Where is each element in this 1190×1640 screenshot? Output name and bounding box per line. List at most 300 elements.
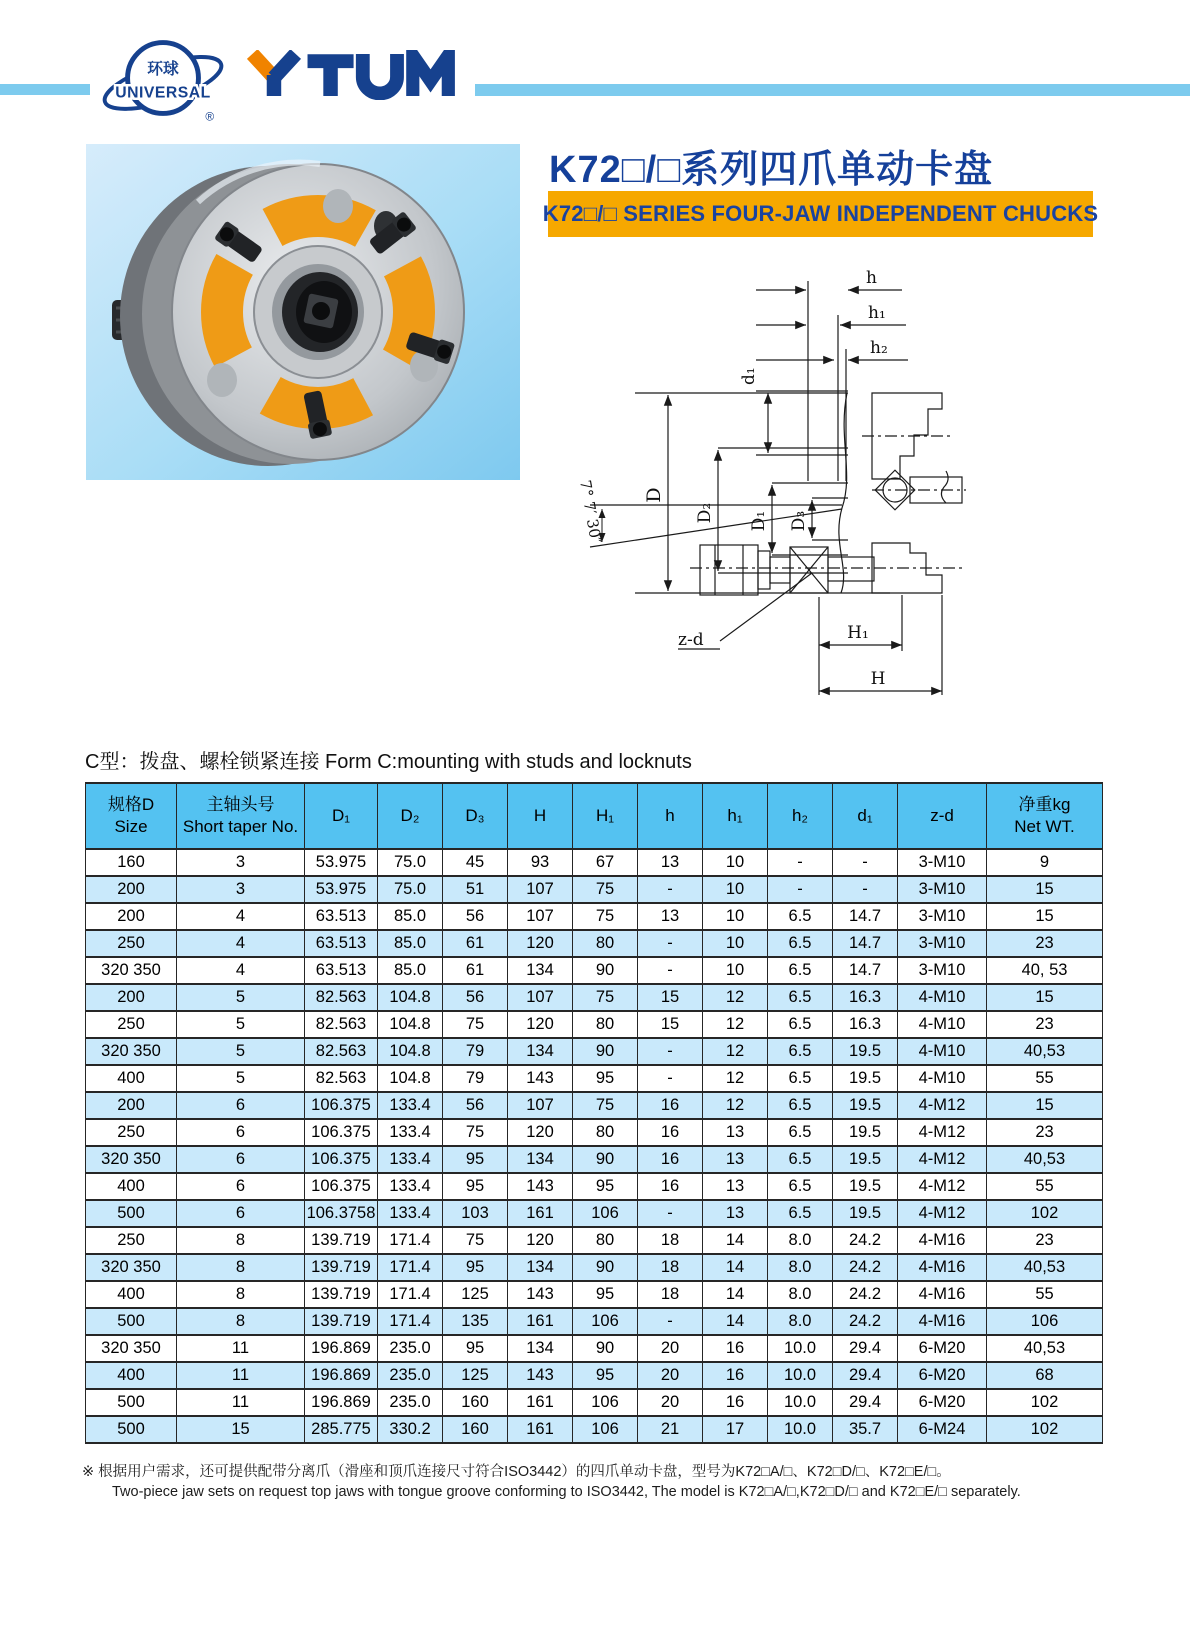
table-cell: 5 [177, 1065, 305, 1092]
table-cell: 161 [508, 1200, 573, 1227]
table-cell: 95 [443, 1254, 508, 1281]
table-cell: 4 [177, 957, 305, 984]
table-row [86, 1173, 1103, 1200]
table-row [86, 1200, 1103, 1227]
table-cell: 139.719 [305, 1308, 378, 1335]
table-cell: 250 [86, 1119, 177, 1146]
table-cell: 10.0 [768, 1389, 833, 1416]
table-cell: 15 [638, 1011, 703, 1038]
table-cell: 160 [86, 849, 177, 876]
table-row [86, 1335, 1103, 1362]
table-cell: 79 [443, 1038, 508, 1065]
table-cell: 6.5 [768, 1011, 833, 1038]
header-accent-bar-left [0, 84, 90, 95]
table-cell: 4-M12 [898, 1119, 987, 1146]
table-cell: 79 [443, 1065, 508, 1092]
table-cell: 8 [177, 1227, 305, 1254]
table-row [86, 957, 1103, 984]
brand-wordmark-ytum [233, 50, 461, 100]
column-header: H₁ [573, 783, 638, 849]
table-cell: 10 [703, 849, 768, 876]
table-cell: 75 [573, 984, 638, 1011]
table-cell: 14 [703, 1281, 768, 1308]
spec-table [85, 782, 1103, 1444]
table-cell: 16.3 [833, 1011, 898, 1038]
table-cell: 6.5 [768, 1065, 833, 1092]
table-cell: 24.2 [833, 1254, 898, 1281]
table-cell: 106 [987, 1308, 1103, 1335]
footnote-en: Two-piece jaw sets on request top jaws with tongue groove conforming to ISO3442, The model is K72□A/□,K72□D/□ and K72□E/□ separately. [112, 1484, 1021, 1500]
table-cell: 134 [508, 1254, 573, 1281]
table-cell: 125 [443, 1362, 508, 1389]
series-banner: K72□/□ SERIES FOUR-JAW INDEPENDENT CHUCKS [548, 191, 1093, 237]
table-cell: 106 [573, 1200, 638, 1227]
table-cell: 6.5 [768, 1146, 833, 1173]
table-cell: 196.869 [305, 1362, 378, 1389]
table-cell: 6 [177, 1200, 305, 1227]
table-cell: 61 [443, 930, 508, 957]
table-cell: 56 [443, 984, 508, 1011]
table-cell: 63.513 [305, 903, 378, 930]
table-cell: 400 [86, 1362, 177, 1389]
table-cell: 5 [177, 1011, 305, 1038]
table-cell: 82.563 [305, 1065, 378, 1092]
table-cell: 133.4 [378, 1092, 443, 1119]
table-cell: 400 [86, 1173, 177, 1200]
column-header: 净重kg Net WT. [987, 783, 1103, 849]
table-cell: 80 [573, 930, 638, 957]
table-cell: 235.0 [378, 1335, 443, 1362]
header-row [86, 783, 1103, 849]
table-cell: 3 [177, 849, 305, 876]
table-cell: 6.5 [768, 930, 833, 957]
dim-label-D: D [643, 487, 665, 503]
table-cell: 55 [987, 1065, 1103, 1092]
table-cell: 63.513 [305, 930, 378, 957]
table-cell: 143 [508, 1362, 573, 1389]
table-cell: 95 [443, 1146, 508, 1173]
table-cell: 6-M20 [898, 1335, 987, 1362]
table-cell: 75.0 [378, 876, 443, 903]
table-cell: 6 [177, 1146, 305, 1173]
table-cell: 160 [443, 1389, 508, 1416]
footnote [82, 1462, 1112, 1502]
dim-label-d1: d₁ [739, 367, 759, 385]
table-cell: 24.2 [833, 1308, 898, 1335]
column-header: d₁ [833, 783, 898, 849]
table-cell: 10 [703, 876, 768, 903]
table-cell: 6 [177, 1119, 305, 1146]
dim-label-h2: h₂ [870, 338, 888, 358]
table-cell: 104.8 [378, 1038, 443, 1065]
table-cell: 330.2 [378, 1416, 443, 1443]
table-row [86, 1011, 1103, 1038]
table-cell: 82.563 [305, 984, 378, 1011]
table-cell: 125 [443, 1281, 508, 1308]
table-cell: 4 [177, 930, 305, 957]
table-cell: 6-M20 [898, 1389, 987, 1416]
table-cell: 106.375 [305, 1146, 378, 1173]
table-cell: 134 [508, 957, 573, 984]
column-header: H [508, 783, 573, 849]
table-cell: 500 [86, 1200, 177, 1227]
table-cell: 3-M10 [898, 876, 987, 903]
table-cell: - [638, 1200, 703, 1227]
spec-table-body [86, 849, 1103, 1443]
product-photo [86, 144, 520, 480]
dim-label-H1: H₁ [847, 623, 869, 643]
table-cell: 9 [987, 849, 1103, 876]
table-cell: 139.719 [305, 1227, 378, 1254]
table-cell: 13 [703, 1146, 768, 1173]
dim-label-D3: D₃ [789, 510, 809, 532]
table-cell: - [768, 849, 833, 876]
table-cell: 19.5 [833, 1119, 898, 1146]
table-cell: 29.4 [833, 1335, 898, 1362]
table-cell: 20 [638, 1362, 703, 1389]
table-cell: 11 [177, 1389, 305, 1416]
table-cell: 250 [86, 1011, 177, 1038]
drawing-dimension-labels [576, 268, 888, 689]
table-cell: 120 [508, 1011, 573, 1038]
table-cell: 10.0 [768, 1416, 833, 1443]
table-cell: 23 [987, 1011, 1103, 1038]
table-cell: 51 [443, 876, 508, 903]
table-cell: 18 [638, 1281, 703, 1308]
table-cell: 160 [443, 1416, 508, 1443]
table-cell: 400 [86, 1281, 177, 1308]
table-cell: 6 [177, 1092, 305, 1119]
table-cell: 15 [177, 1416, 305, 1443]
table-cell: 4-M16 [898, 1308, 987, 1335]
table-cell: 19.5 [833, 1173, 898, 1200]
table-cell: 15 [987, 1092, 1103, 1119]
table-cell: 10.0 [768, 1362, 833, 1389]
table-cell: 16 [703, 1389, 768, 1416]
column-header: h₂ [768, 783, 833, 849]
table-cell: 107 [508, 903, 573, 930]
table-row [86, 984, 1103, 1011]
table-cell: - [638, 876, 703, 903]
table-cell: 106.375 [305, 1119, 378, 1146]
table-row [86, 1281, 1103, 1308]
table-cell: 12 [703, 984, 768, 1011]
table-cell: 139.719 [305, 1281, 378, 1308]
table-cell: 75.0 [378, 849, 443, 876]
table-cell: 75 [573, 876, 638, 903]
table-cell: 55 [987, 1173, 1103, 1200]
table-cell: 35.7 [833, 1416, 898, 1443]
table-cell: 6.5 [768, 1038, 833, 1065]
table-cell: 6.5 [768, 1092, 833, 1119]
table-cell: 14 [703, 1254, 768, 1281]
table-cell: 14.7 [833, 903, 898, 930]
table-cell: 4-M16 [898, 1254, 987, 1281]
table-cell: 40,53 [987, 1146, 1103, 1173]
table-cell: 10 [703, 957, 768, 984]
table-cell: - [638, 1308, 703, 1335]
column-header: D₃ [443, 783, 508, 849]
column-header: 主轴头号 Short taper No. [177, 783, 305, 849]
table-cell: 75 [573, 903, 638, 930]
table-cell: 14 [703, 1308, 768, 1335]
table-cell: 4-M12 [898, 1146, 987, 1173]
table-cell: 171.4 [378, 1308, 443, 1335]
table-cell: 80 [573, 1119, 638, 1146]
table-cell: 15 [638, 984, 703, 1011]
table-cell: 12 [703, 1038, 768, 1065]
table-cell: 6.5 [768, 984, 833, 1011]
table-cell: 133.4 [378, 1119, 443, 1146]
table-cell: 8 [177, 1308, 305, 1335]
header-accent-bar-right [475, 84, 1190, 96]
table-cell: 4-M10 [898, 1065, 987, 1092]
table-row [86, 1362, 1103, 1389]
table-cell: 56 [443, 1092, 508, 1119]
table-cell: 16 [703, 1335, 768, 1362]
table-row [86, 930, 1103, 957]
table-cell: 6 [177, 1173, 305, 1200]
table-cell: 106 [573, 1308, 638, 1335]
table-cell: 56 [443, 903, 508, 930]
table-cell: 320 350 [86, 1146, 177, 1173]
table-cell: 285.775 [305, 1416, 378, 1443]
table-cell: 13 [638, 903, 703, 930]
table-cell: 107 [508, 984, 573, 1011]
column-header: 规格D Size [86, 783, 177, 849]
table-row [86, 1416, 1103, 1443]
table-row [86, 1308, 1103, 1335]
table-cell: 19.5 [833, 1038, 898, 1065]
dim-label-H: H [870, 669, 886, 689]
table-cell: 200 [86, 1092, 177, 1119]
table-cell: 75 [573, 1092, 638, 1119]
table-cell: 13 [638, 849, 703, 876]
table-cell: 3-M10 [898, 930, 987, 957]
table-cell: 6.5 [768, 903, 833, 930]
table-cell: 8.0 [768, 1227, 833, 1254]
dim-label-angle: 7° 7′ 30″ [576, 478, 605, 545]
table-cell: 12 [703, 1065, 768, 1092]
table-cell: 106.375 [305, 1092, 378, 1119]
table-cell: 102 [987, 1389, 1103, 1416]
table-cell: 16 [638, 1092, 703, 1119]
table-cell: 320 350 [86, 1254, 177, 1281]
table-cell: 107 [508, 876, 573, 903]
table-cell: 82.563 [305, 1038, 378, 1065]
logo-ring-text: UNIVERSAL [115, 84, 211, 102]
table-cell: 16 [638, 1173, 703, 1200]
universal-globe-logo-icon [100, 33, 228, 125]
table-cell: 120 [508, 1227, 573, 1254]
table-caption: C型：拨盘、螺栓锁紧连接 Form C:mounting with studs and locknuts [85, 751, 692, 773]
table-cell: 171.4 [378, 1281, 443, 1308]
table-row [86, 1119, 1103, 1146]
table-cell: 200 [86, 903, 177, 930]
table-row [86, 849, 1103, 876]
table-row [86, 903, 1103, 930]
table-cell: 55 [987, 1281, 1103, 1308]
table-cell: 20 [638, 1335, 703, 1362]
table-cell: 133.4 [378, 1173, 443, 1200]
table-cell: 8.0 [768, 1281, 833, 1308]
table-cell: 133.4 [378, 1200, 443, 1227]
table-cell: 200 [86, 984, 177, 1011]
table-cell: - [833, 849, 898, 876]
table-cell: 95 [573, 1173, 638, 1200]
table-cell: 40, 53 [987, 957, 1103, 984]
table-cell: 400 [86, 1065, 177, 1092]
table-cell: 19.5 [833, 1065, 898, 1092]
table-cell: 63.513 [305, 957, 378, 984]
table-cell: 82.563 [305, 1011, 378, 1038]
table-cell: 500 [86, 1389, 177, 1416]
table-cell: 6.5 [768, 957, 833, 984]
table-cell: 95 [573, 1065, 638, 1092]
table-row [86, 1146, 1103, 1173]
table-cell: 53.975 [305, 849, 378, 876]
table-cell: 171.4 [378, 1254, 443, 1281]
table-cell: 67 [573, 849, 638, 876]
column-header: h [638, 783, 703, 849]
table-cell: 106.3758 [305, 1200, 378, 1227]
table-cell: 143 [508, 1281, 573, 1308]
table-row [86, 1092, 1103, 1119]
table-cell: 95 [573, 1362, 638, 1389]
table-cell: 5 [177, 984, 305, 1011]
table-cell: 95 [443, 1335, 508, 1362]
table-cell: 19.5 [833, 1092, 898, 1119]
page-title: K72□/□系列四爪单动卡盘 [549, 149, 994, 191]
table-cell: 161 [508, 1308, 573, 1335]
table-cell: 120 [508, 1119, 573, 1146]
table-cell: 104.8 [378, 984, 443, 1011]
table-cell: 4-M16 [898, 1281, 987, 1308]
table-cell: 75 [443, 1227, 508, 1254]
table-cell: 23 [987, 1119, 1103, 1146]
table-cell: 10 [703, 903, 768, 930]
table-cell: 15 [987, 876, 1103, 903]
table-cell: 12 [703, 1011, 768, 1038]
table-cell: 95 [443, 1173, 508, 1200]
table-cell: - [833, 876, 898, 903]
table-cell: 134 [508, 1146, 573, 1173]
table-row [86, 1254, 1103, 1281]
table-cell: 68 [987, 1362, 1103, 1389]
table-cell: 143 [508, 1173, 573, 1200]
table-cell: 143 [508, 1065, 573, 1092]
table-cell: - [638, 1065, 703, 1092]
table-cell: 135 [443, 1308, 508, 1335]
spec-table-head [86, 783, 1103, 849]
table-cell: 10 [703, 930, 768, 957]
table-cell: 10.0 [768, 1335, 833, 1362]
table-row [86, 1065, 1103, 1092]
table-cell: 8.0 [768, 1254, 833, 1281]
table-cell: 6.5 [768, 1173, 833, 1200]
table-cell: 15 [987, 903, 1103, 930]
table-cell: 106 [573, 1416, 638, 1443]
table-cell: 6-M20 [898, 1362, 987, 1389]
table-cell: 120 [508, 930, 573, 957]
logo-cn-text: 环球 [147, 61, 179, 79]
table-cell: 139.719 [305, 1254, 378, 1281]
table-cell: 4-M12 [898, 1092, 987, 1119]
table-cell: 4-M10 [898, 1038, 987, 1065]
table-cell: 107 [508, 1092, 573, 1119]
table-cell: 20 [638, 1389, 703, 1416]
table-cell: 13 [703, 1119, 768, 1146]
table-cell: 320 350 [86, 1335, 177, 1362]
table-cell: - [638, 1038, 703, 1065]
table-cell: 103 [443, 1200, 508, 1227]
table-cell: 134 [508, 1038, 573, 1065]
table-cell: 80 [573, 1011, 638, 1038]
table-cell: 75 [443, 1119, 508, 1146]
table-cell: 40,53 [987, 1254, 1103, 1281]
table-cell: 134 [508, 1335, 573, 1362]
table-cell: 500 [86, 1416, 177, 1443]
table-cell: 235.0 [378, 1389, 443, 1416]
table-cell: 106 [573, 1389, 638, 1416]
table-cell: 3 [177, 876, 305, 903]
table-cell: 40,53 [987, 1335, 1103, 1362]
table-cell: 17 [703, 1416, 768, 1443]
table-cell: 15 [987, 984, 1103, 1011]
table-cell: 11 [177, 1362, 305, 1389]
table-cell: 4-M12 [898, 1200, 987, 1227]
table-cell: 196.869 [305, 1335, 378, 1362]
table-cell: 320 350 [86, 957, 177, 984]
table-cell: 16 [638, 1146, 703, 1173]
table-cell: 95 [573, 1281, 638, 1308]
table-cell: 6-M24 [898, 1416, 987, 1443]
column-header: D₁ [305, 783, 378, 849]
table-cell: 102 [987, 1200, 1103, 1227]
table-cell: 90 [573, 1335, 638, 1362]
table-cell: 14 [703, 1227, 768, 1254]
table-cell: 45 [443, 849, 508, 876]
table-cell: 171.4 [378, 1227, 443, 1254]
table-cell: 13 [703, 1173, 768, 1200]
table-cell: 8 [177, 1254, 305, 1281]
table-cell: 102 [987, 1416, 1103, 1443]
table-cell: 80 [573, 1227, 638, 1254]
table-row [86, 1389, 1103, 1416]
table-cell: - [768, 876, 833, 903]
table-cell: 104.8 [378, 1011, 443, 1038]
table-cell: 16 [703, 1362, 768, 1389]
table-cell: 16 [638, 1119, 703, 1146]
table-cell: 161 [508, 1416, 573, 1443]
table-cell: 14.7 [833, 957, 898, 984]
table-cell: 6.5 [768, 1200, 833, 1227]
dim-label-h: h [866, 268, 877, 288]
table-cell: 90 [573, 1146, 638, 1173]
table-row [86, 1038, 1103, 1065]
table-cell: 3-M10 [898, 849, 987, 876]
footnote-cn: ※ 根据用户需求，还可提供配带分离爪（滑座和顶爪连接尺寸符合ISO3442）的四爪单动卡盘，型号为K72□A/□、K72□D/□、K72□E/□。 [82, 1464, 951, 1480]
table-cell: 23 [987, 930, 1103, 957]
table-cell: 4-M10 [898, 1011, 987, 1038]
table-cell: 106.375 [305, 1173, 378, 1200]
column-header: h₁ [703, 783, 768, 849]
table-cell: - [638, 930, 703, 957]
table-cell: 18 [638, 1227, 703, 1254]
technical-drawing [550, 243, 970, 703]
table-cell: 4-M10 [898, 984, 987, 1011]
table-cell: 61 [443, 957, 508, 984]
